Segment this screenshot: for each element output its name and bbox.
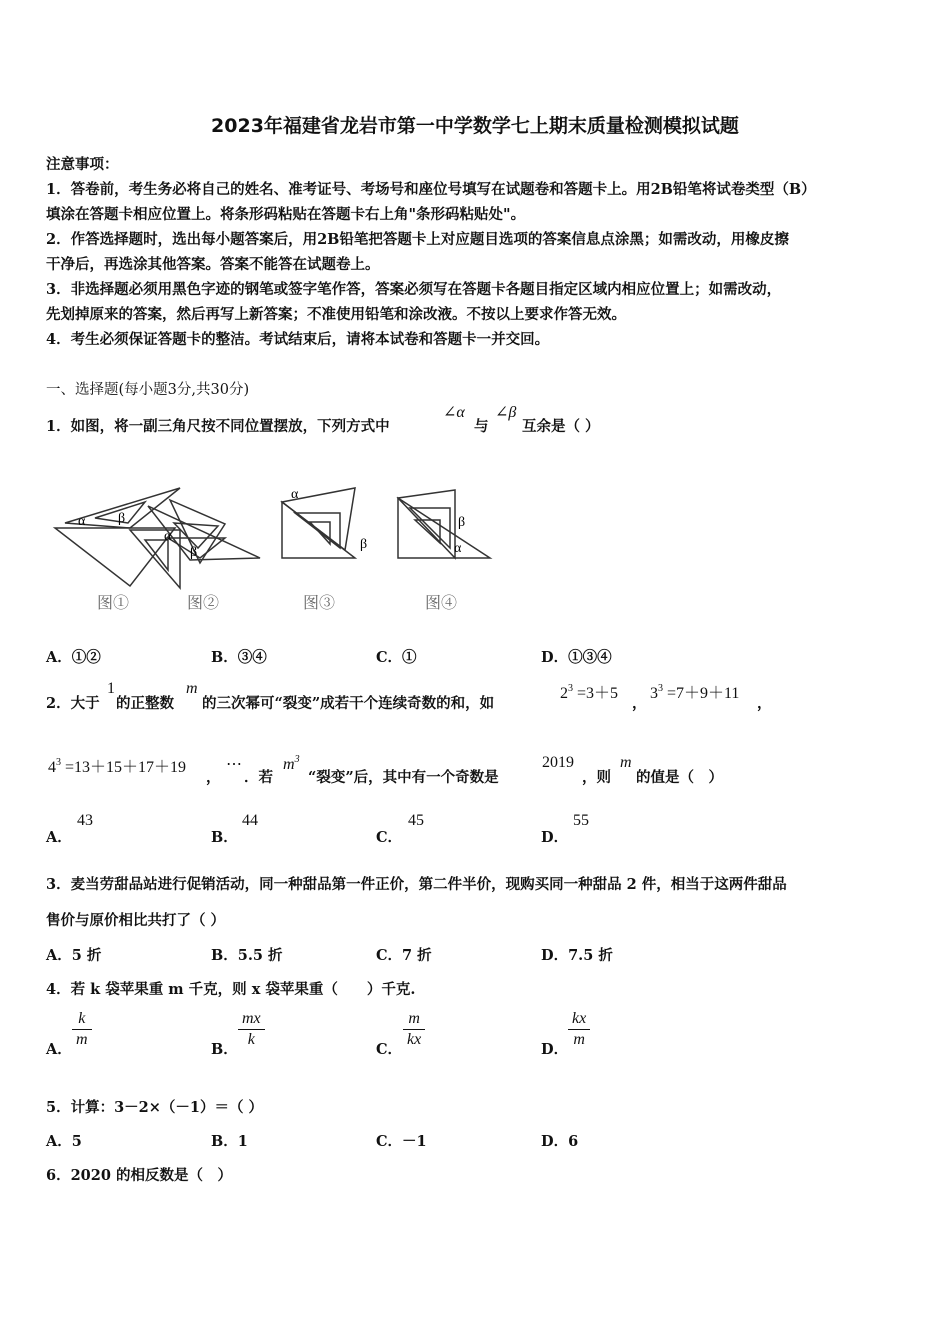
- fig-label-4: 图④: [425, 595, 458, 612]
- notice-line: 2．作答选择题时，选出每小题答案后，用2B铅笔把答题卡上对应题目选项的答案信息点涂黑；如需改动，用橡皮擦: [46, 231, 789, 248]
- q2-stem-mid4: “裂变”后，其中有一个奇数是: [308, 769, 499, 786]
- q1-figures: [50, 478, 500, 618]
- section-heading: 一、选择题(每小题3分,共30分): [46, 382, 250, 398]
- q3-stem-line1: 3．麦当劳甜品站进行促销活动，同一种甜品第一件正价，第二件半价，现购买同一种甜品 2 件，相当于这两件甜品: [46, 876, 787, 893]
- notice-line: 填涂在答题卡相应位置上。将条形码粘贴在答题卡右上角"条形码粘贴处"。: [46, 206, 526, 223]
- notice-heading: 注意事项：: [46, 156, 119, 173]
- q2-option-a-value: 43: [77, 812, 93, 829]
- q2-example-3: $4^3 =13+15+17+19$: [48, 757, 187, 776]
- q3-stem-line2: 售价与原价相比共打了（ ）: [46, 912, 226, 929]
- q1-stem-pre: 1．如图，将一副三角尺按不同位置摆放，下列方式中: [46, 418, 390, 435]
- q4-option-a-fraction: k m: [72, 1010, 92, 1049]
- q5-option-a[interactable]: A．5: [46, 1133, 82, 1150]
- q2-example-2: $3^3 =7+9+11$: [650, 683, 740, 702]
- q2-dots: ⋯: [226, 756, 242, 773]
- q4-stem: 4．若 k 袋苹果重 m 千克，则 x 袋苹果重（ ）千克.: [46, 981, 416, 998]
- q5-option-b[interactable]: B．1: [211, 1133, 248, 1150]
- notice-line: 1．答卷前，考生务必将自己的姓名、准考证号、考场号和座位号填写在试题卷和答题卡上。用2B铅笔将试卷类型（B）: [46, 181, 816, 198]
- q2-stem-mid2: 的三次幂可“裂变”成若干个连续奇数的和，如: [202, 695, 495, 712]
- q2-number: 2019: [542, 754, 574, 771]
- q3-option-b[interactable]: B．5.5 折: [211, 947, 283, 964]
- q2-option-d-value: 55: [573, 812, 589, 829]
- fig3-beta: β: [360, 537, 368, 552]
- q4-option-d-fraction: kx m: [568, 1010, 590, 1049]
- q4-option-c-label[interactable]: C．: [376, 1041, 403, 1058]
- q2-m-2: m: [620, 754, 632, 771]
- q2-option-b-label[interactable]: B．: [211, 829, 238, 846]
- q3-option-d[interactable]: D．7.5 折: [541, 947, 613, 964]
- fig2-alpha: α: [164, 529, 172, 544]
- q2-m-cubed: $m^3$: [283, 754, 300, 773]
- q2-stem-mid1: 的正整数: [116, 695, 174, 712]
- fig1-alpha: α: [78, 514, 86, 529]
- q4-option-c-fraction: m kx: [403, 1010, 425, 1049]
- q2-one: 1: [107, 680, 115, 697]
- q4-option-b-label[interactable]: B．: [211, 1041, 238, 1058]
- notice-line: 先划掉原来的答案，然后再写上新答案；不准使用铅笔和涂改液。不按以上要求作答无效。: [46, 306, 626, 323]
- q1-option-a[interactable]: A．①②: [46, 649, 101, 666]
- q2-stem-mid5: ，则: [582, 769, 611, 786]
- q1-stem-post: 互余是（ ）: [522, 418, 600, 435]
- q4-option-b-fraction: mx k: [238, 1010, 265, 1049]
- q2-option-c-label[interactable]: C．: [376, 829, 403, 846]
- q5-stem: 5．计算：3－2×（－1）＝（ ）: [46, 1099, 264, 1116]
- q1-stem-mid: 与: [474, 418, 489, 435]
- fig4-alpha: α: [454, 541, 462, 556]
- q1-option-b[interactable]: B．③④: [211, 649, 267, 666]
- figure-4: [398, 490, 490, 558]
- notice-line: 4．考生必须保证答题卡的整洁。考试结束后，请将本试卷和答题卡一并交回。: [46, 331, 550, 348]
- q2-option-b-value: 44: [242, 812, 258, 829]
- q1-option-d[interactable]: D．①③④: [541, 649, 612, 666]
- q2-example-1: $2^3 =3+5$: [560, 683, 619, 702]
- q1-angle-beta: ∠β: [495, 404, 517, 421]
- fig3-alpha: α: [291, 487, 299, 502]
- q4-option-d-label[interactable]: D．: [541, 1041, 569, 1058]
- q2-comma: ，: [757, 695, 772, 712]
- q5-option-d[interactable]: D．6: [541, 1133, 579, 1150]
- q2-stem-post: 的值是（ ）: [636, 769, 723, 786]
- q4-option-a-label[interactable]: A．: [46, 1041, 72, 1058]
- q1-angle-alpha: ∠α: [443, 404, 465, 421]
- page-title: 2023年福建省龙岩市第一中学数学七上期末质量检测模拟试题: [211, 115, 739, 137]
- q3-option-a[interactable]: A．5 折: [46, 947, 102, 964]
- q2-option-d-label[interactable]: D．: [541, 829, 569, 846]
- q2-comma: ，: [632, 695, 647, 712]
- q1-option-c[interactable]: C．①: [376, 649, 417, 666]
- q2-m: m: [186, 680, 198, 697]
- q2-stem-pre: 2．大于: [46, 695, 100, 712]
- figure-1: [55, 488, 180, 588]
- q2-comma: ，: [206, 769, 221, 786]
- q2-stem-mid3: ．若: [244, 769, 273, 786]
- notice-line: 3．非选择题必须用黑色字迹的钢笔或签字笔作答，答案必须写在答题卡各题目指定区域内相应位置上；如需改动，: [46, 281, 782, 298]
- fig-label-3: 图③: [303, 595, 336, 612]
- q2-option-a-label[interactable]: A．: [46, 829, 72, 846]
- fig-label-2: 图②: [187, 595, 220, 612]
- q5-option-c[interactable]: C．－1: [376, 1133, 427, 1150]
- fig-label-1: 图①: [97, 595, 130, 612]
- q3-option-c[interactable]: C．7 折: [376, 947, 432, 964]
- q6-stem: 6．2020 的相反数是（ ）: [46, 1167, 232, 1184]
- fig1-beta: β: [118, 511, 126, 526]
- fig2-beta: β: [190, 545, 198, 560]
- q2-option-c-value: 45: [408, 812, 424, 829]
- fig4-beta: β: [458, 515, 466, 530]
- notice-line: 干净后，再选涂其他答案。答案不能答在试题卷上。: [46, 256, 380, 273]
